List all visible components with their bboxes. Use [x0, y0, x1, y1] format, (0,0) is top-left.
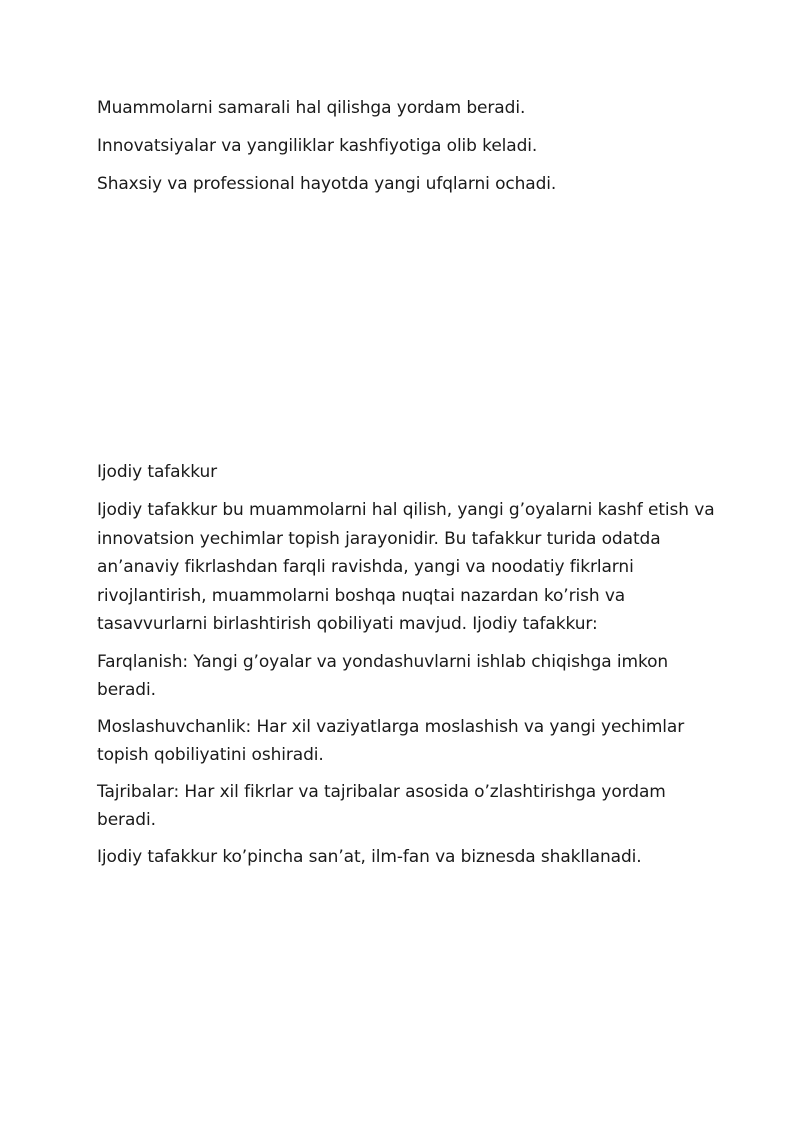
point-paragraph: Moslashuvchanlik: Har xil vaziyatlarga moslashish va yangi yechimlar topish qobiliyatini oshiradi. — [97, 716, 685, 765]
point-paragraph: Farqlanish: Yangi g’oyalar va yondashuvlarni ishlab chiqishga imkon beradi. — [97, 651, 669, 700]
section-heading: Ijodiy tafakkur — [97, 462, 218, 482]
benefit-line: Innovatsiyalar va yangiliklar kashfiyotiga olib keladi. — [97, 136, 538, 156]
benefits-list — [97, 94, 717, 208]
benefit-line: Muammolarni samarali hal qilishga yordam beradi. — [97, 98, 526, 118]
intro-paragraph: Ijodiy tafakkur bu muammolarni hal qilish, yangi g’oyalarni kashf etish va innovatsion yechimlar topish jarayonidir. Bu tafakkur turida odatda an’anaviy fikrlashdan farqli ravishda, yangi va noodatiy fikrlarni rivojlantirish, muammolarni boshqa nuqtai nazardan ko’rish va tasavvurlarni birlashtirish qobiliyati mavjud. Ijodiy tafakkur: — [97, 500, 715, 635]
closing-paragraph: Ijodiy tafakkur ko’pincha san’at, ilm-fan va biznesda shakllanadi. — [97, 846, 642, 867]
benefit-line: Shaxsiy va professional hayotda yangi ufqlarni ochadi. — [97, 174, 557, 194]
point-paragraph: Tajribalar: Har xil fikrlar va tajribalar asosida o’zlashtirishga yordam beradi. — [97, 781, 666, 830]
creative-thinking-section — [97, 458, 717, 880]
